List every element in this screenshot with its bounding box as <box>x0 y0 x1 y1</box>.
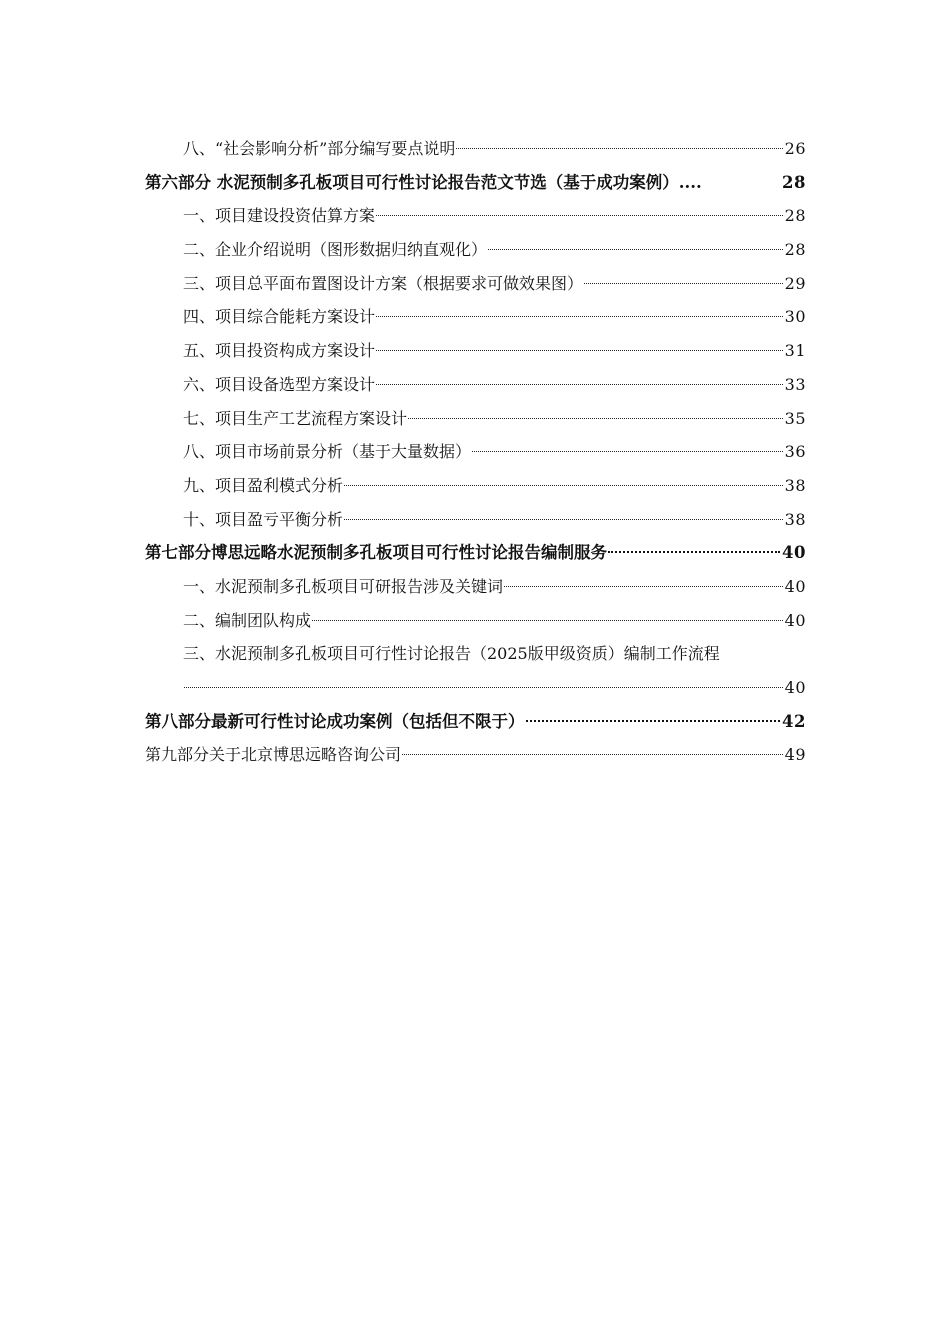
toc-entry[interactable] <box>145 604 806 638</box>
toc-entry-title: 第九部分关于北京博思远略咨询公司 <box>145 745 402 765</box>
toc-entry-page: 40 <box>784 610 806 630</box>
toc-entry-page: 42 <box>782 711 806 731</box>
toc-entry-page: 30 <box>784 307 806 327</box>
dot-leader <box>376 215 783 216</box>
dot-leader <box>344 519 783 520</box>
toc-entry-page: 38 <box>784 475 806 495</box>
toc-entry[interactable] <box>145 267 806 301</box>
toc-entry-title: 二、编制团队构成 <box>183 610 312 630</box>
toc-entry-title: 八、“社会影响分析”部分编写要点说明 <box>183 139 456 158</box>
toc-entry[interactable] <box>145 503 806 537</box>
dot-leader <box>408 418 783 419</box>
toc-entry[interactable] <box>145 435 806 469</box>
toc-entry-title: 二、企业介绍说明（图形数据归纳直观化） <box>183 240 488 260</box>
dot-leader <box>402 754 783 755</box>
toc-entry[interactable] <box>145 132 806 166</box>
toc-entry[interactable] <box>145 166 806 200</box>
toc-entry-title: 六、项目设备选型方案设计 <box>183 374 376 394</box>
dot-leader <box>504 586 783 587</box>
toc-entry-page: 29 <box>784 273 806 293</box>
toc-entry-page: 40 <box>784 576 806 596</box>
toc-entry[interactable] <box>145 637 806 671</box>
dot-leader <box>472 451 783 452</box>
toc-entry-page: 49 <box>784 745 806 765</box>
toc-entry-title: 十、项目盈亏平衡分析 <box>183 509 344 529</box>
dot-leader <box>376 350 783 351</box>
toc-entry-title: 一、水泥预制多孔板项目可研报告涉及关键词 <box>183 576 504 596</box>
toc-entry[interactable] <box>145 536 806 570</box>
dot-leader <box>488 249 783 250</box>
dot-leader <box>456 148 782 149</box>
toc-entry-page: 36 <box>784 442 806 462</box>
toc-entry[interactable] <box>145 199 806 233</box>
toc-entry-page: 28 <box>784 240 806 260</box>
toc-entry-title: 九、项目盈利模式分析 <box>183 475 344 495</box>
toc-entry[interactable] <box>145 233 806 267</box>
toc-entry[interactable] <box>145 570 806 604</box>
toc-entry-title: 四、项目综合能耗方案设计 <box>183 307 376 327</box>
toc-entry-title: 七、项目生产工艺流程方案设计 <box>183 408 408 428</box>
toc-entry-page: 40 <box>784 678 806 697</box>
toc-entry-page: 28 <box>782 172 806 192</box>
toc-entry-page: 28 <box>784 206 806 226</box>
dot-leader <box>376 384 783 385</box>
toc-entry-page: 33 <box>784 374 806 394</box>
dot-leader <box>312 620 783 621</box>
table-of-contents <box>145 132 806 772</box>
toc-entry[interactable] <box>145 300 806 334</box>
toc-entry[interactable] <box>145 469 806 503</box>
dot-leader <box>608 551 780 553</box>
dot-leader <box>184 687 783 688</box>
toc-entry[interactable] <box>145 334 806 368</box>
toc-entry-title: 三、项目总平面布置图设计方案（根据要求可做效果图） <box>183 273 584 293</box>
toc-entry[interactable] <box>145 738 806 772</box>
dot-leader <box>526 720 781 722</box>
toc-entry-title: 第七部分博思远略水泥预制多孔板项目可行性讨论报告编制服务 <box>145 543 607 563</box>
toc-entry[interactable] <box>145 705 806 739</box>
toc-entry-title: 五、项目投资构成方案设计 <box>183 341 376 361</box>
toc-entry-page: 38 <box>784 509 806 529</box>
dot-leader <box>344 485 783 486</box>
toc-entry-page: 35 <box>784 408 806 428</box>
toc-entry-page: 26 <box>784 139 806 158</box>
toc-entry[interactable] <box>145 671 806 705</box>
toc-entry[interactable] <box>145 368 806 402</box>
toc-entry-title: 第六部分 水泥预制多孔板项目可行性讨论报告范文节选（基于成功案例）.... <box>145 172 702 192</box>
toc-entry-page: 40 <box>782 543 806 563</box>
toc-entry-title: 三、水泥预制多孔板项目可行性讨论报告（2025版甲级资质）编制工作流程 <box>183 644 720 664</box>
toc-entry-title: 八、项目市场前景分析（基于大量数据） <box>183 442 472 462</box>
dot-leader <box>376 316 783 317</box>
toc-entry-title: 第八部分最新可行性讨论成功案例（包括但不限于） <box>145 711 525 731</box>
toc-entry[interactable] <box>145 402 806 436</box>
toc-entry-title: 一、项目建设投资估算方案 <box>183 206 376 226</box>
toc-entry-page: 31 <box>784 341 806 361</box>
dot-leader <box>584 283 783 284</box>
